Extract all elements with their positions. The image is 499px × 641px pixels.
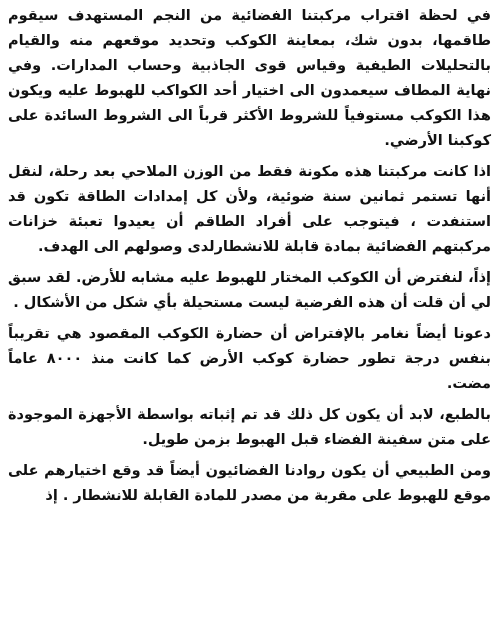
paragraph-2: اذا كانت مركبتنا هذه مكونة فقط من الوزن الملاحي بعد رحلة، لنقل أنها تستمر ثمانين سنة ضوئية، ولأن كل إمدادات الطاقة تكون قد استنفدت ، فيتوجب على أفراد الطاقم أن يعيدوا تعبئة خزانات مركبتهم الفضائية بمادة قابلة للانشطارلدى وصولهم الى الهدف. bbox=[8, 164, 491, 255]
paragraph-6: ومن الطبيعي أن يكون روادنا الفضائيون أيضاً قد وقع اختيارهم على موقع للهبوط على مقربة من مصدر للمادة القابلة للانشطار . إذ bbox=[8, 463, 491, 504]
paragraph-5: بالطبع، لابد أن يكون كل ذلك قد تم إثباته بواسطة الأجهزة الموجودة على متن سفينة الفضاء قبل الهبوط بزمن طويل. bbox=[8, 407, 491, 448]
paragraph-4: دعونا أيضاً نغامر بالإفتراض أن حضارة الكوكب المقصود هي تقريباً بنفس درجة تطور حضارة كوكب الأرض كما كانت منذ ٨٠٠٠ عاماً مضت. bbox=[8, 326, 491, 392]
paragraph-1: في لحظة اقتراب مركبتنا الفضائية من النجم المستهدف سيقوم طاقمها، بدون شك، بمعاينة الكوكب وتحديد موقعهم منه والقيام بالتحليلات الطيفية وقياس قوى الجاذبية وحساب المدارات. وفي نهاية المطاف سيعمدون الى اختيار أحد الكواكب للهبوط عليه ويكون هذا الكوكب مستوفياً للشروط الأكثر قرباً الى الشروط السائدة على كوكبنا الأرضي. bbox=[8, 8, 491, 149]
paragraph-3: إذاً، لنفترض أن الكوكب المختار للهبوط عليه مشابه للأرض. لقد سبق لي أن قلت أن هذه الفرضية ليست مستحيلة بأي شكل من الأشكال . bbox=[8, 270, 491, 311]
